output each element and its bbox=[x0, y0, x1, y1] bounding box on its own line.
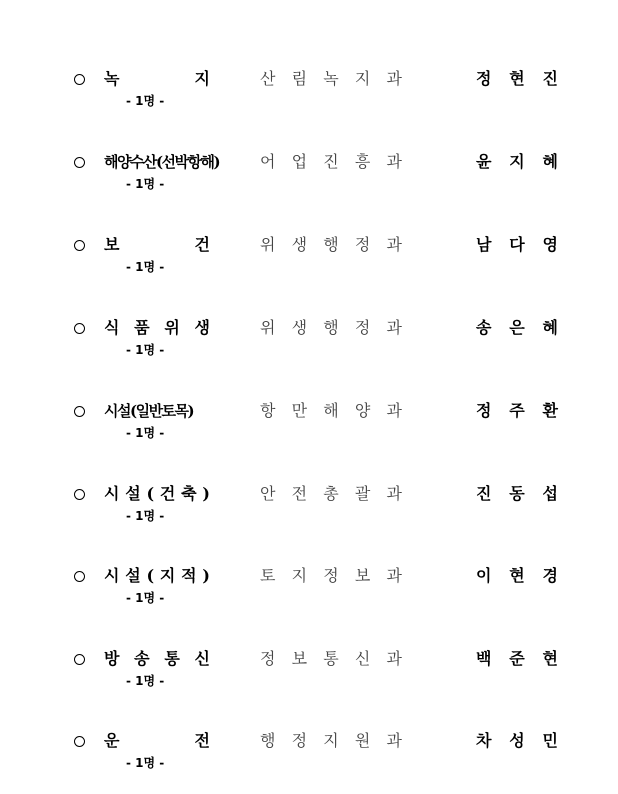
field-name: 녹 지 bbox=[104, 69, 210, 88]
person-name: 백 준 현 bbox=[476, 649, 558, 668]
field-name: 식 품 위 생 bbox=[104, 318, 210, 337]
list-item bbox=[0, 401, 618, 464]
circle-bullet-icon bbox=[74, 406, 85, 417]
list-item bbox=[0, 152, 618, 215]
department-name: 어 업 진 흥 과 bbox=[260, 152, 402, 171]
department-name: 위 생 행 정 과 bbox=[260, 235, 402, 254]
circle-bullet-icon bbox=[74, 157, 85, 168]
person-name: 차 성 민 bbox=[476, 731, 558, 750]
list-item bbox=[0, 566, 618, 629]
person-name: 송 은 혜 bbox=[476, 318, 558, 337]
department-name: 토 지 정 보 과 bbox=[260, 566, 402, 585]
department-name: 행 정 지 원 과 bbox=[260, 731, 402, 750]
headcount: - 1명 - bbox=[126, 674, 165, 688]
circle-bullet-icon bbox=[74, 74, 85, 85]
person-name: 남 다 영 bbox=[476, 235, 558, 254]
field-name: 해양수산(선박항해) bbox=[104, 153, 220, 171]
circle-bullet-icon bbox=[74, 323, 85, 334]
list-item bbox=[0, 731, 618, 794]
headcount: - 1명 - bbox=[126, 756, 165, 770]
list-item bbox=[0, 69, 618, 132]
list-item bbox=[0, 318, 618, 381]
field-name: 방 송 통 신 bbox=[104, 649, 210, 668]
person-name: 진 동 섭 bbox=[476, 484, 558, 503]
list-item bbox=[0, 484, 618, 547]
headcount: - 1명 - bbox=[126, 177, 165, 191]
field-name: 시 설 ( 건 축 ) bbox=[104, 484, 210, 503]
field-name: 시설(일반토목) bbox=[104, 402, 194, 420]
headcount: - 1명 - bbox=[126, 94, 165, 108]
field-name: 운 전 bbox=[104, 731, 210, 750]
department-name: 산 림 녹 지 과 bbox=[260, 69, 402, 88]
department-name: 위 생 행 정 과 bbox=[260, 318, 402, 337]
circle-bullet-icon bbox=[74, 489, 85, 500]
headcount: - 1명 - bbox=[126, 591, 165, 605]
headcount: - 1명 - bbox=[126, 509, 165, 523]
person-name: 이 현 경 bbox=[476, 566, 558, 585]
headcount: - 1명 - bbox=[126, 260, 165, 274]
circle-bullet-icon bbox=[74, 240, 85, 251]
headcount: - 1명 - bbox=[126, 343, 165, 357]
department-name: 안 전 총 괄 과 bbox=[260, 484, 402, 503]
department-name: 항 만 해 양 과 bbox=[260, 401, 402, 420]
field-name: 시 설 ( 지 적 ) bbox=[104, 566, 210, 585]
circle-bullet-icon bbox=[74, 654, 85, 665]
field-name: 보 건 bbox=[104, 235, 210, 254]
list-item bbox=[0, 649, 618, 712]
person-name: 정 주 환 bbox=[476, 401, 558, 420]
person-name: 정 현 진 bbox=[476, 69, 558, 88]
list-item bbox=[0, 235, 618, 298]
department-name: 정 보 통 신 과 bbox=[260, 649, 402, 668]
circle-bullet-icon bbox=[74, 736, 85, 747]
person-name: 윤 지 혜 bbox=[476, 152, 558, 171]
headcount: - 1명 - bbox=[126, 426, 165, 440]
circle-bullet-icon bbox=[74, 571, 85, 582]
